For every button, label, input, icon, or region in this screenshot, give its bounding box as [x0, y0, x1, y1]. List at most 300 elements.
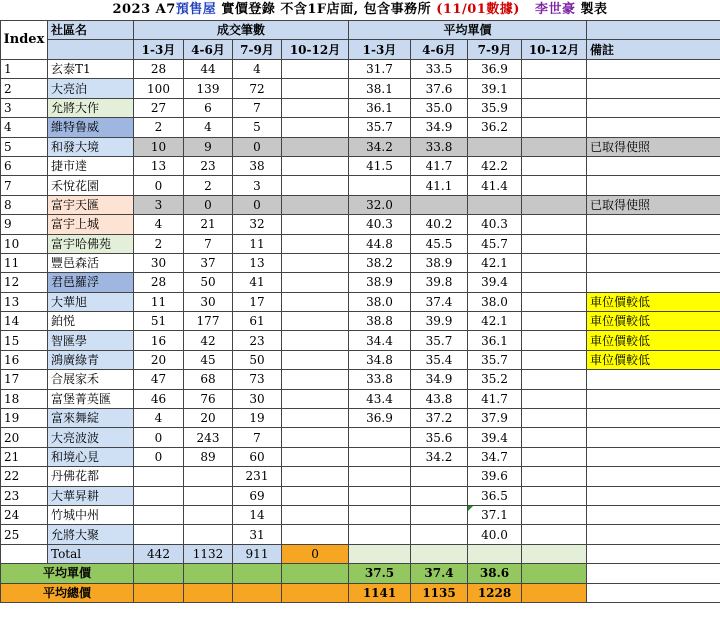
total-price-empty: [522, 544, 587, 563]
header-deals-q3: 7-9月: [233, 40, 282, 60]
row-community-name: 丹佛花都: [48, 467, 134, 486]
row-index: 24: [1, 505, 48, 524]
row-index: 9: [1, 215, 48, 234]
row-price-p2: 45.5: [411, 234, 468, 253]
row-price-p1: [349, 176, 411, 195]
total-price-empty: [411, 544, 468, 563]
row-deals-d3: 7: [233, 428, 282, 447]
row-deals-d1: 10: [134, 137, 184, 156]
row-deals-d3: 14: [233, 505, 282, 524]
row-deals-d2: 2: [184, 176, 233, 195]
row-index: 3: [1, 98, 48, 117]
row-price-p4: [522, 486, 587, 505]
avg-unit-note-empty: [587, 564, 720, 583]
row-deals-d2: 68: [184, 370, 233, 389]
table-row: [1, 370, 720, 389]
row-deals-d3: 231: [233, 467, 282, 486]
title-data-date: (11/01數據): [436, 2, 520, 17]
header-price-q4: 10-12月: [522, 40, 587, 60]
row-deals-d1: 20: [134, 350, 184, 369]
row-deals-d3: 38: [233, 156, 282, 175]
row-deals-d2: 23: [184, 156, 233, 175]
row-price-p3: 36.9: [468, 60, 522, 79]
row-community-name: 富宇天匯: [48, 195, 134, 214]
row-note: [587, 525, 720, 544]
row-price-p2: 35.4: [411, 350, 468, 369]
row-note: [587, 176, 720, 195]
row-price-p3: 41.4: [468, 176, 522, 195]
header-avg-price: 平均單價: [349, 21, 587, 40]
row-price-p2: 38.9: [411, 253, 468, 272]
header-deals-q4: 10-12月: [282, 40, 349, 60]
row-deals-d3: 32: [233, 215, 282, 234]
avg-total-p1: 1141: [349, 583, 411, 602]
total-row: [1, 544, 720, 563]
avg-total-q4-empty: [522, 583, 587, 602]
row-note: 已取得使照: [587, 137, 720, 156]
table-row: [1, 215, 720, 234]
row-index: 21: [1, 447, 48, 466]
row-price-p2: 39.9: [411, 312, 468, 331]
header-community: 社區名: [48, 21, 134, 40]
row-price-p4: [522, 467, 587, 486]
row-price-p1: 44.8: [349, 234, 411, 253]
row-index: 18: [1, 389, 48, 408]
row-price-p1: 34.8: [349, 350, 411, 369]
row-price-p1: 33.8: [349, 370, 411, 389]
row-index: 6: [1, 156, 48, 175]
row-deals-d3: 5: [233, 118, 282, 137]
row-deals-d3: 73: [233, 370, 282, 389]
row-price-p3: 35.2: [468, 370, 522, 389]
row-price-p4: [522, 292, 587, 311]
row-price-p1: 36.1: [349, 98, 411, 117]
avg-unit-label: 平均單價: [1, 564, 134, 583]
row-community-name: 富堡菁英匯: [48, 389, 134, 408]
row-deals-d3: 3: [233, 176, 282, 195]
row-community-name: 玄泰T1: [48, 60, 134, 79]
avg-unit-deals-empty: [282, 564, 349, 583]
row-price-p4: [522, 156, 587, 175]
row-deals-d3: 41: [233, 273, 282, 292]
row-price-p4: [522, 428, 587, 447]
row-deals-d1: 0: [134, 447, 184, 466]
title-suffix: 製表: [575, 2, 608, 17]
row-price-p2: [411, 525, 468, 544]
total-price-empty: [468, 544, 522, 563]
row-price-p4: [522, 370, 587, 389]
row-deals-d3: 60: [233, 447, 282, 466]
row-price-p1: 38.2: [349, 253, 411, 272]
row-index: 13: [1, 292, 48, 311]
row-price-p1: 36.9: [349, 409, 411, 428]
row-community-name: 大亮波波: [48, 428, 134, 447]
row-deals-d2: 42: [184, 331, 233, 350]
row-price-p1: 38.0: [349, 292, 411, 311]
row-price-p4: [522, 79, 587, 98]
row-community-name: 竹城中州: [48, 505, 134, 524]
row-note: [587, 370, 720, 389]
row-community-name: 允將大聚: [48, 525, 134, 544]
row-price-p4: [522, 409, 587, 428]
row-deals-d2: [184, 525, 233, 544]
row-deals-d1: 46: [134, 389, 184, 408]
row-deals-d4: [282, 253, 349, 272]
total-deals-d1: 442: [134, 544, 184, 563]
title-author: 李世豪: [535, 2, 576, 17]
row-deals-d1: 4: [134, 215, 184, 234]
row-deals-d2: [184, 467, 233, 486]
row-deals-d4: [282, 467, 349, 486]
row-price-p2: 37.4: [411, 292, 468, 311]
table-row: [1, 118, 720, 137]
row-price-p3: 45.7: [468, 234, 522, 253]
row-note: [587, 505, 720, 524]
row-price-p2: 33.5: [411, 60, 468, 79]
row-deals-d2: 37: [184, 253, 233, 272]
row-price-p4: [522, 312, 587, 331]
row-index: 17: [1, 370, 48, 389]
avg-unit-deals-empty: [184, 564, 233, 583]
table-row: [1, 505, 720, 524]
title-year-project: 2023 A7: [112, 2, 176, 17]
row-price-p4: [522, 331, 587, 350]
row-index: 1: [1, 60, 48, 79]
row-deals-d1: 28: [134, 273, 184, 292]
row-price-p2: 35.6: [411, 428, 468, 447]
row-price-p4: [522, 253, 587, 272]
row-price-p3: 34.7: [468, 447, 522, 466]
row-deals-d1: 3: [134, 195, 184, 214]
row-deals-d4: [282, 195, 349, 214]
table-row: [1, 447, 720, 466]
row-price-p4: [522, 60, 587, 79]
header-index: Index: [1, 21, 48, 60]
row-price-p2: [411, 505, 468, 524]
row-index: 8: [1, 195, 48, 214]
header-community-sub: [48, 40, 134, 60]
row-price-p2: 41.7: [411, 156, 468, 175]
row-price-p2: 35.7: [411, 331, 468, 350]
avg-total-note-empty: [587, 583, 720, 602]
row-note: 車位價較低: [587, 312, 720, 331]
row-deals-d4: [282, 137, 349, 156]
table-row: [1, 137, 720, 156]
row-deals-d3: 23: [233, 331, 282, 350]
row-deals-d2: [184, 486, 233, 505]
row-price-p4: [522, 98, 587, 117]
row-community-name: 禾悅花園: [48, 176, 134, 195]
row-price-p4: [522, 505, 587, 524]
title-desc: 實價登錄 不含1F店面, 包含事務所: [216, 2, 437, 17]
row-price-p4: [522, 234, 587, 253]
row-deals-d1: 0: [134, 428, 184, 447]
row-price-p1: 34.2: [349, 137, 411, 156]
avg-total-label: 平均總價: [1, 583, 134, 602]
table-row: [1, 292, 720, 311]
total-deals-d4: 0: [282, 544, 349, 563]
header-note-top: [587, 21, 720, 40]
row-deals-d2: 21: [184, 215, 233, 234]
row-price-p2: [411, 195, 468, 214]
row-note: 車位價較低: [587, 350, 720, 369]
row-price-p1: 38.1: [349, 79, 411, 98]
row-deals-d4: [282, 428, 349, 447]
row-deals-d2: 20: [184, 409, 233, 428]
row-note: [587, 467, 720, 486]
total-deals-d3: 911: [233, 544, 282, 563]
row-price-p2: 34.9: [411, 118, 468, 137]
row-deals-d1: 28: [134, 60, 184, 79]
row-price-p4: [522, 273, 587, 292]
row-price-p2: 43.8: [411, 389, 468, 408]
row-deals-d2: 6: [184, 98, 233, 117]
row-price-p1: 43.4: [349, 389, 411, 408]
row-index: 14: [1, 312, 48, 331]
row-deals-d4: [282, 176, 349, 195]
row-note: [587, 486, 720, 505]
row-deals-d4: [282, 486, 349, 505]
row-deals-d4: [282, 273, 349, 292]
table-row: [1, 350, 720, 369]
row-deals-d2: [184, 505, 233, 524]
row-price-p1: 40.3: [349, 215, 411, 234]
table-row: [1, 486, 720, 505]
avg-total-p2: 1135: [411, 583, 468, 602]
row-price-p3: 36.5: [468, 486, 522, 505]
table-row: [1, 195, 720, 214]
row-index: 23: [1, 486, 48, 505]
row-deals-d1: 13: [134, 156, 184, 175]
row-deals-d3: 19: [233, 409, 282, 428]
row-price-p3: 35.9: [468, 98, 522, 117]
row-price-p4: [522, 389, 587, 408]
row-community-name: 合展家禾: [48, 370, 134, 389]
row-price-p1: [349, 447, 411, 466]
row-deals-d4: [282, 292, 349, 311]
table-row: [1, 331, 720, 350]
row-deals-d2: 139: [184, 79, 233, 98]
table-row: [1, 176, 720, 195]
table-row: [1, 428, 720, 447]
row-community-name: 富來舞綻: [48, 409, 134, 428]
row-deals-d3: 31: [233, 525, 282, 544]
table-row: [1, 525, 720, 544]
row-note: [587, 79, 720, 98]
row-price-p3: 39.4: [468, 428, 522, 447]
row-price-p1: 31.7: [349, 60, 411, 79]
row-price-p3: 39.6: [468, 467, 522, 486]
row-price-p4: [522, 350, 587, 369]
row-price-p3: [468, 195, 522, 214]
row-price-p2: 34.9: [411, 370, 468, 389]
row-price-p2: [411, 467, 468, 486]
row-price-p4: [522, 195, 587, 214]
row-price-p1: 38.8: [349, 312, 411, 331]
row-price-p1: [349, 486, 411, 505]
row-deals-d2: 7: [184, 234, 233, 253]
row-community-name: 大華昇耕: [48, 486, 134, 505]
row-price-p4: [522, 525, 587, 544]
row-deals-d4: [282, 525, 349, 544]
row-price-p2: 39.8: [411, 273, 468, 292]
table-row: [1, 312, 720, 331]
row-index: 20: [1, 428, 48, 447]
avg-total-deals-empty: [134, 583, 184, 602]
row-price-p2: 41.1: [411, 176, 468, 195]
row-deals-d1: 2: [134, 234, 184, 253]
row-price-p2: [411, 486, 468, 505]
row-community-name: 維特鲁威: [48, 118, 134, 137]
row-deals-d3: 69: [233, 486, 282, 505]
row-deals-d1: [134, 467, 184, 486]
row-deals-d4: [282, 370, 349, 389]
row-index: 25: [1, 525, 48, 544]
total-deals-d2: 1132: [184, 544, 233, 563]
row-price-p3: 41.7: [468, 389, 522, 408]
avg-unit-p1: 37.5: [349, 564, 411, 583]
row-community-name: 捷市達: [48, 156, 134, 175]
table-row: [1, 409, 720, 428]
avg-total-p3: 1228: [468, 583, 522, 602]
row-deals-d1: 51: [134, 312, 184, 331]
row-price-p4: [522, 118, 587, 137]
total-price-empty: [349, 544, 411, 563]
row-note: [587, 215, 720, 234]
row-index: 7: [1, 176, 48, 195]
row-index: 4: [1, 118, 48, 137]
row-deals-d2: 45: [184, 350, 233, 369]
avg-unit-row: [1, 564, 720, 583]
row-deals-d2: 44: [184, 60, 233, 79]
row-price-p3: 37.1: [468, 505, 522, 524]
header-deals-q2: 4-6月: [184, 40, 233, 60]
table-row: [1, 273, 720, 292]
row-note: 已取得使照: [587, 195, 720, 214]
row-index: 22: [1, 467, 48, 486]
row-deals-d3: 13: [233, 253, 282, 272]
row-deals-d2: 30: [184, 292, 233, 311]
row-index: 16: [1, 350, 48, 369]
row-deals-d1: [134, 486, 184, 505]
row-deals-d1: [134, 525, 184, 544]
row-note: [587, 253, 720, 272]
header-price-q3: 7-9月: [468, 40, 522, 60]
avg-total-deals-empty: [184, 583, 233, 602]
header-deals-q1: 1-3月: [134, 40, 184, 60]
row-price-p2: 34.2: [411, 447, 468, 466]
avg-unit-p3: 38.6: [468, 564, 522, 583]
row-community-name: 允將大作: [48, 98, 134, 117]
row-deals-d2: 243: [184, 428, 233, 447]
avg-total-deals-empty: [233, 583, 282, 602]
row-deals-d4: [282, 331, 349, 350]
row-index: 11: [1, 253, 48, 272]
row-price-p4: [522, 176, 587, 195]
row-community-name: 大亮泊: [48, 79, 134, 98]
row-price-p2: 37.2: [411, 409, 468, 428]
row-deals-d1: [134, 505, 184, 524]
row-community-name: 鉑悦: [48, 312, 134, 331]
row-price-p2: 37.6: [411, 79, 468, 98]
row-community-name: 豐邑森活: [48, 253, 134, 272]
row-price-p3: [468, 137, 522, 156]
row-price-p4: [522, 447, 587, 466]
row-deals-d3: 50: [233, 350, 282, 369]
row-deals-d2: 76: [184, 389, 233, 408]
avg-total-deals-empty: [282, 583, 349, 602]
row-price-p1: 34.4: [349, 331, 411, 350]
row-price-p1: [349, 525, 411, 544]
row-price-p4: [522, 137, 587, 156]
row-price-p3: 36.1: [468, 331, 522, 350]
row-price-p3: 38.0: [468, 292, 522, 311]
row-deals-d3: 0: [233, 137, 282, 156]
row-deals-d4: [282, 389, 349, 408]
avg-unit-deals-empty: [134, 564, 184, 583]
row-note: [587, 98, 720, 117]
row-price-p3: 35.7: [468, 350, 522, 369]
row-price-p3: 42.1: [468, 253, 522, 272]
table-row: [1, 234, 720, 253]
table-row: [1, 253, 720, 272]
row-note: 車位價較低: [587, 292, 720, 311]
price-table: [0, 20, 720, 603]
row-price-p1: [349, 467, 411, 486]
table-row: [1, 467, 720, 486]
row-deals-d2: 89: [184, 447, 233, 466]
row-deals-d4: [282, 79, 349, 98]
row-price-p3: 40.3: [468, 215, 522, 234]
row-price-p4: [522, 215, 587, 234]
avg-unit-deals-empty: [233, 564, 282, 583]
row-deals-d1: 11: [134, 292, 184, 311]
row-deals-d4: [282, 505, 349, 524]
row-price-p3: 42.1: [468, 312, 522, 331]
row-price-p3: 39.4: [468, 273, 522, 292]
row-deals-d1: 100: [134, 79, 184, 98]
row-deals-d3: 72: [233, 79, 282, 98]
row-deals-d1: 27: [134, 98, 184, 117]
row-deals-d3: 17: [233, 292, 282, 311]
row-deals-d1: 2: [134, 118, 184, 137]
row-deals-d4: [282, 234, 349, 253]
avg-unit-p2: 37.4: [411, 564, 468, 583]
row-index: 15: [1, 331, 48, 350]
row-deals-d1: 47: [134, 370, 184, 389]
row-deals-d4: [282, 98, 349, 117]
row-note: [587, 234, 720, 253]
row-price-p2: 33.8: [411, 137, 468, 156]
row-community-name: 大華旭: [48, 292, 134, 311]
row-community-name: 和發大境: [48, 137, 134, 156]
row-note: [587, 273, 720, 292]
row-price-p3: 42.2: [468, 156, 522, 175]
total-index-cell: [1, 544, 48, 563]
row-index: 2: [1, 79, 48, 98]
row-community-name: 富宇上城: [48, 215, 134, 234]
row-community-name: 和境心見: [48, 447, 134, 466]
row-price-p3: 40.0: [468, 525, 522, 544]
header-price-q2: 4-6月: [411, 40, 468, 60]
header-note: 備註: [587, 40, 720, 60]
row-deals-d4: [282, 350, 349, 369]
row-community-name: 鴻廣綠青: [48, 350, 134, 369]
table-row: [1, 389, 720, 408]
row-deals-d2: 50: [184, 273, 233, 292]
row-price-p1: 38.9: [349, 273, 411, 292]
table-row: [1, 60, 720, 79]
